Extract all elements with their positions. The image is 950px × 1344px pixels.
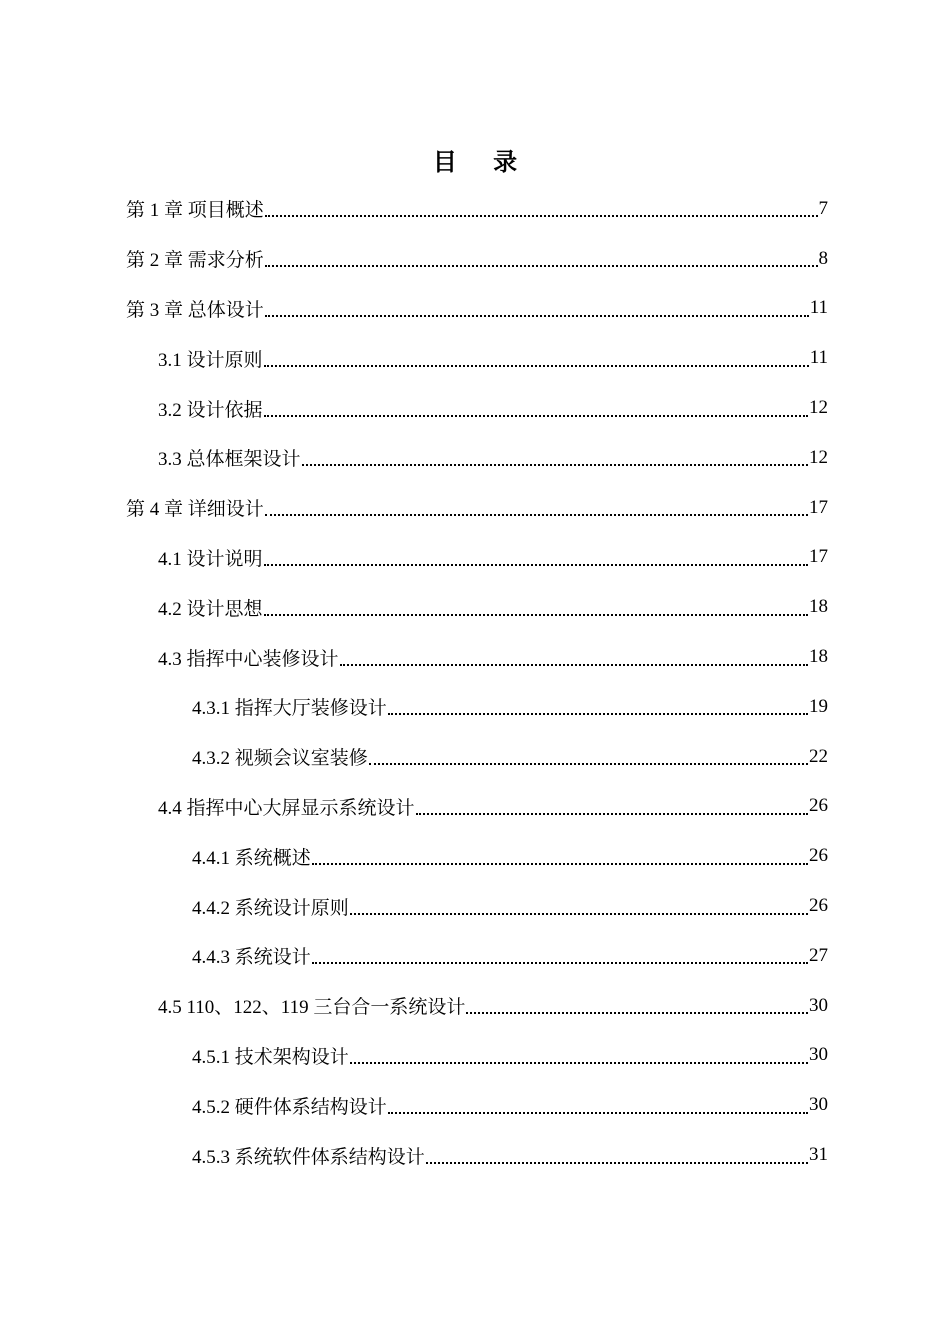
toc-entry-label: 第 1 章 项目概述 — [126, 200, 264, 222]
toc-entry-label: 3.1 设计原则 — [158, 349, 263, 371]
toc-entry[interactable] — [0, 483, 950, 533]
toc-dot-leader — [312, 862, 808, 865]
toc-entry-page-number: 11 — [809, 347, 828, 369]
toc-dot-leader — [340, 663, 808, 666]
toc-dot-leader — [369, 762, 808, 765]
toc-entry[interactable] — [0, 1031, 950, 1081]
toc-entry-page-number: 17 — [809, 546, 828, 568]
toc-dot-leader — [350, 1061, 808, 1064]
toc-entry-label: 第 2 章 需求分析 — [126, 250, 264, 272]
toc-dot-leader — [426, 1161, 808, 1164]
toc-dot-leader — [350, 912, 808, 915]
toc-entry-page-number: 22 — [809, 745, 828, 767]
toc-entry-page-number: 30 — [809, 994, 828, 1016]
toc-title: 目 录 — [432, 148, 532, 176]
toc-entry-label: 3.2 设计依据 — [158, 399, 263, 421]
toc-entry-page-number: 17 — [809, 496, 828, 518]
toc-entry[interactable] — [0, 1080, 950, 1130]
toc-dot-leader — [388, 1111, 808, 1114]
toc-entry-page-number: 18 — [809, 646, 828, 668]
toc-entry-label: 4.4.2 系统设计原则 — [192, 897, 349, 919]
toc-entry-label: 4.3.1 指挥大厅装修设计 — [192, 698, 387, 720]
toc-entry-page-number: 11 — [809, 297, 828, 319]
toc-entry[interactable] — [0, 333, 950, 383]
toc-entry-page-number: 26 — [809, 845, 828, 867]
toc-entry[interactable] — [0, 184, 950, 234]
toc-entry-page-number: 18 — [809, 596, 828, 618]
toc-dot-leader — [416, 812, 808, 815]
toc-entry-label: 4.4.3 系统设计 — [192, 947, 311, 969]
toc-entry[interactable] — [0, 632, 950, 682]
toc-entry[interactable] — [0, 981, 950, 1031]
toc-entry-label: 第 4 章 详细设计 — [126, 499, 264, 521]
toc-entry-page-number: 27 — [809, 944, 828, 966]
toc-entry-page-number: 8 — [818, 247, 828, 269]
toc-entry-label: 4.3 指挥中心装修设计 — [158, 648, 339, 670]
toc-entry-label: 第 3 章 总体设计 — [126, 299, 264, 321]
toc-entry-label: 4.5.3 系统软件体系结构设计 — [192, 1146, 425, 1168]
toc-entry-page-number: 30 — [809, 1094, 828, 1116]
toc-entry-label: 4.3.2 视频会议室装修 — [192, 748, 368, 770]
toc-entry-page-number: 7 — [818, 197, 828, 219]
toc-entry[interactable] — [0, 732, 950, 782]
toc-entry[interactable] — [0, 533, 950, 583]
toc-entry-label: 4.4 指挥中心大屏显示系统设计 — [158, 797, 415, 819]
toc-list — [0, 184, 950, 1180]
toc-entry-label: 4.2 设计思想 — [158, 598, 263, 620]
toc-dot-leader — [302, 463, 808, 466]
toc-dot-leader — [265, 264, 818, 267]
toc-entry[interactable] — [0, 931, 950, 981]
toc-entry[interactable] — [0, 782, 950, 832]
toc-entry-label: 4.1 设计说明 — [158, 548, 263, 570]
toc-dot-leader — [265, 513, 808, 516]
toc-dot-leader — [388, 712, 808, 715]
toc-entry-label: 3.3 总体框架设计 — [158, 449, 301, 471]
toc-entry[interactable] — [0, 881, 950, 931]
toc-entry[interactable] — [0, 831, 950, 881]
toc-entry-page-number: 12 — [809, 446, 828, 468]
toc-entry-page-number: 30 — [809, 1044, 828, 1066]
toc-entry-page-number: 26 — [809, 895, 828, 917]
toc-entry[interactable] — [0, 1130, 950, 1180]
toc-dot-leader — [265, 314, 809, 317]
toc-dot-leader — [264, 613, 808, 616]
toc-dot-leader — [466, 1011, 808, 1014]
toc-entry-label: 4.5.1 技术架构设计 — [192, 1046, 349, 1068]
toc-entry-page-number: 19 — [809, 695, 828, 717]
toc-entry[interactable] — [0, 582, 950, 632]
toc-dot-leader — [265, 214, 818, 217]
toc-entry[interactable] — [0, 234, 950, 284]
toc-entry[interactable] — [0, 383, 950, 433]
toc-entry-label: 4.5 110、122、119 三台合一系统设计 — [158, 997, 466, 1019]
toc-dot-leader — [264, 414, 808, 417]
toc-dot-leader — [264, 364, 809, 367]
toc-entry-page-number: 26 — [809, 795, 828, 817]
toc-entry-label: 4.4.1 系统概述 — [192, 847, 311, 869]
toc-entry-page-number: 31 — [809, 1144, 828, 1166]
toc-entry-label: 4.5.2 硬件体系结构设计 — [192, 1096, 387, 1118]
toc-dot-leader — [312, 961, 808, 964]
toc-entry-page-number: 12 — [809, 397, 828, 419]
toc-entry[interactable] — [0, 433, 950, 483]
toc-dot-leader — [264, 563, 808, 566]
toc-entry[interactable] — [0, 284, 950, 334]
toc-entry[interactable] — [0, 682, 950, 732]
